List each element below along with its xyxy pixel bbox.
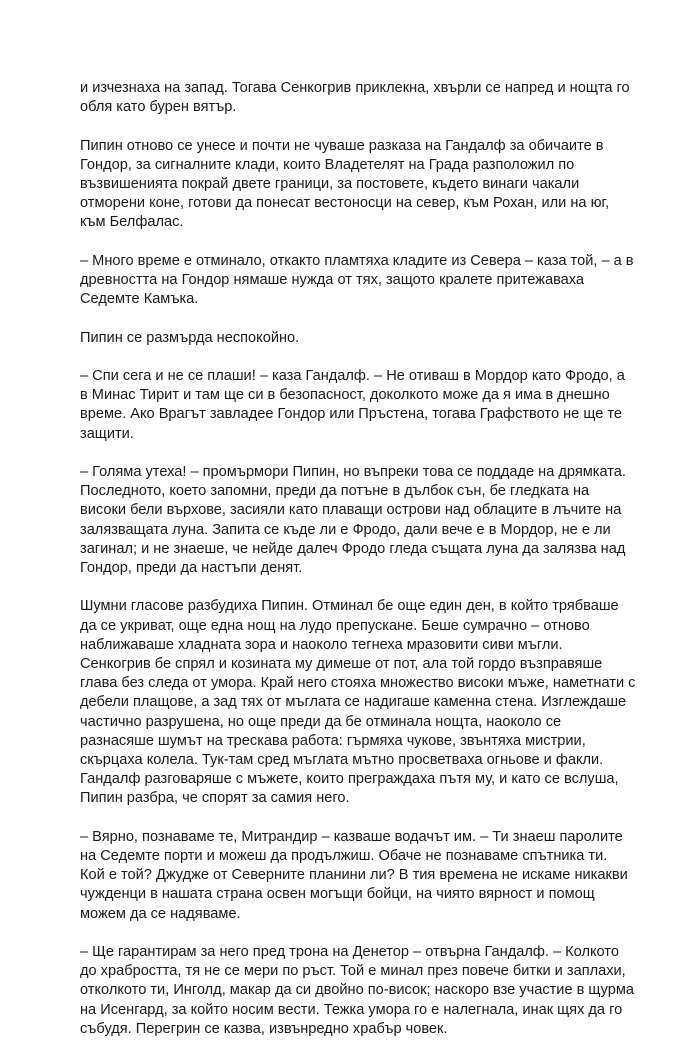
paragraph-6: – Голяма утеха! – промърмори Пипин, но въпреки това се поддаде на дрямката. Последното, което запомни, преди да потъне в дълбок сън, бе гледката на високи бели върхове, засияли като плаващи острови над облаците в лъчите на залязващата луна. Запита се къде ли е Фродо, дали вече е в Мордор, не е ли загинал; и не знаеше, че нейде далеч Фродо гледа същата луна да залязва над Гондор, преди да настъпи денят. <box>80 463 626 576</box>
paragraph-7: Шумни гласове разбудиха Пипин. Отминал бе още един ден, в който трябваше да се укриват, още една нощ на лудо препускане. Беше сумрачно – отново наближаваше хладната зора и наоколо тегнеха мразовити сиви мъгли. Сенкогрив бе спрял и козината му димеше от пот, ала той гордо възправяше глава без следа от умора. Край него стояха множество високи мъже, наметнати с дебели плащове, а зад тях от мъглата се надигаше каменна стена. Изглеждаше частично разрушена, но още преди да бе отминала нощта, наоколо се разнасяше шумът на трескава работа: гърмяха чукове, звънтяха мистрии, скърцаха колела. Тук-там сред мъглата мътно просветваха огньове и факли. Гандалф разговаряше с мъжете, които преграждаха пътя му, и като се вслуша, Пипин разбра, че спорят за самия него. <box>80 598 636 807</box>
paragraph-5: – Спи сега и не се плаши! – каза Гандалф. – Не отиваш в Мордор като Фродо, а в Минас Тирит и там ще си в безопасност, доколкото може да я има в днешно време. Ако Врагът завладее Гондор или Пръстена, тогава Графството не ще те защити. <box>80 367 625 442</box>
paragraph-1: и изчезнаха на запад. Тогава Сенкогрив приклекна, хвърли се напред и нощта го обля като бурен вятър. <box>80 80 630 116</box>
paragraph-2: Пипин отново се унесе и почти не чуваше разказа на Гандалф за обичаите в Гондор, за сигналните клади, които Владетелят на Града разположил по възвишенията покрай двете граници, за постовете, където винаги чакали отморени коне, готови да понесат вестоносци на север, към Рохан, или на юг, към Белфалас. <box>80 137 610 231</box>
paragraph-8: – Вярно, познаваме те, Митрандир – казваше водачът им. – Ти знаеш паролите на Седемте порти и можеш да продължиш. Обаче не познаваме спътника ти. Кой е той? Джудже от Северните планини ли? В тия времена не искаме никакви чужденци в нашата страна освен могъщи бойци, на чиято вярност и помощ можем да се надяваме. <box>80 828 628 922</box>
paragraph-9: – Ще гарантирам за него пред трона на Денетор – отвърна Гандалф. – Колкото до храбростта, тя не се мери по ръст. Той е минал през повече битки и заплахи, отколкото ти, Инголд, макар да си двойно по-висок; наскоро взе участие в щурма на Исенгард, за който носим вести. Тежка умора го е налегнала, инак щях да го събудя. Перегрин се казва, извънредно храбър човек. <box>80 944 635 1037</box>
body-text <box>80 79 636 1058</box>
paragraph-4: Пипин се размърда неспокойно. <box>80 329 300 346</box>
paragraph-3: – Много време е отминало, откакто пламтяха кладите из Севера – каза той, – а в древността на Гондор нямаше нужда от тях, защото кралете притежаваха Седемте Камъка. <box>80 252 634 308</box>
